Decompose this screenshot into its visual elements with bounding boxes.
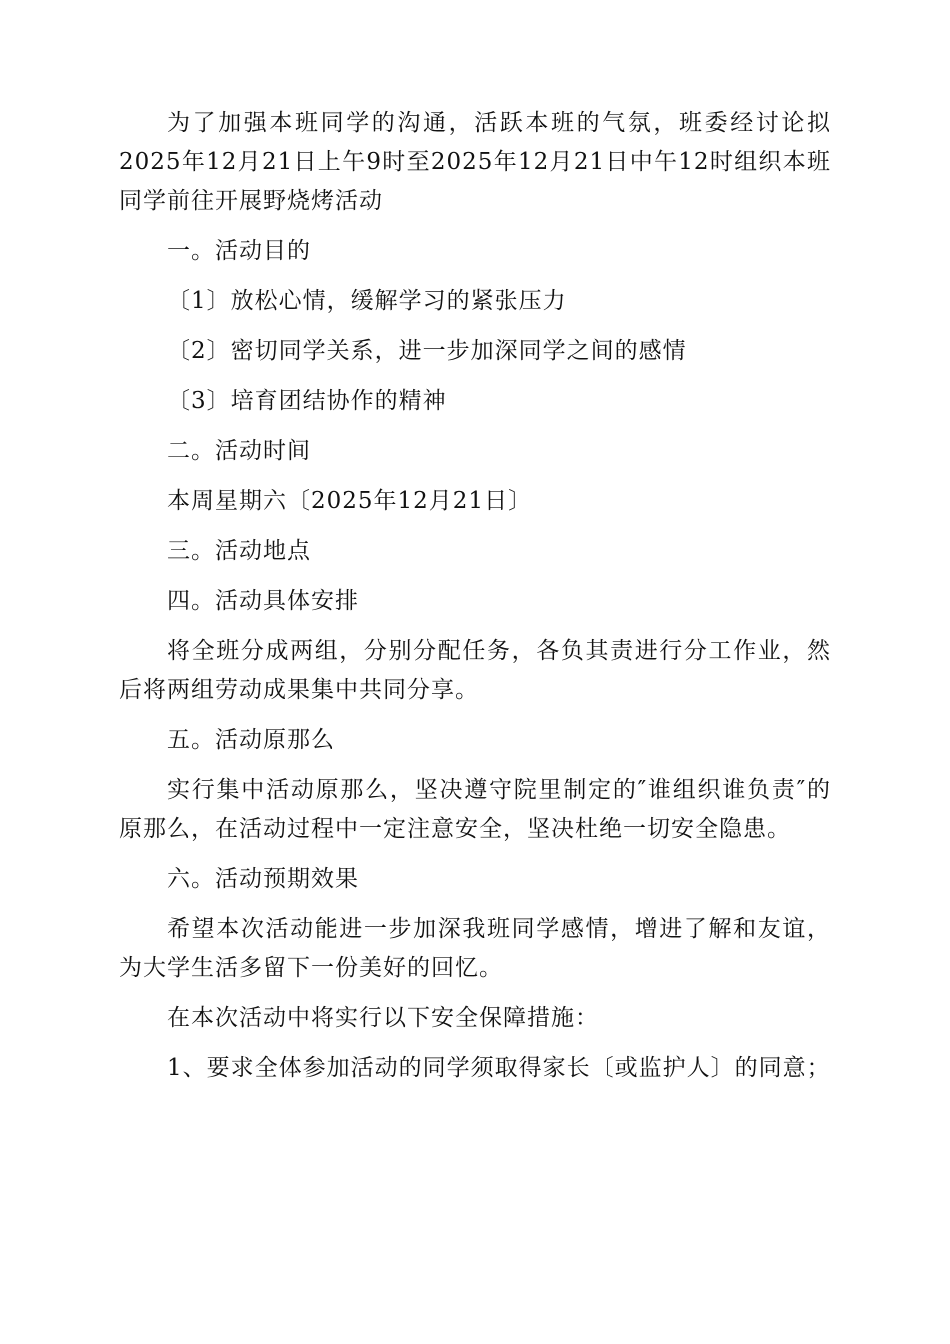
section-heading-expected-effect: 六。活动预期效果 xyxy=(167,866,359,892)
safety-item-1: 1、要求全体参加活动的同学须取得家长〔或监护人〕的同意； xyxy=(167,1055,831,1081)
time-detail: 本周星期六〔2025年12月21日〕 xyxy=(167,488,533,514)
principle-detail: 实行集中活动原那么，坚决遵守院里制定的″谁组织谁负责″的原那么，在活动过程中一定注意安全，坚决杜绝一切安全隐患。 xyxy=(119,777,831,842)
purpose-item-1: 〔1〕放松心情，缓解学习的紧张压力 xyxy=(167,288,567,314)
safety-intro: 在本次活动中将实行以下安全保障措施： xyxy=(167,1005,599,1031)
section-heading-location: 三。活动地点 xyxy=(167,538,311,564)
section-heading-principle: 五。活动原那么 xyxy=(167,727,335,753)
purpose-item-3: 〔3〕培育团结协作的精神 xyxy=(167,388,447,414)
expected-effect-detail: 希望本次活动能进一步加深我班同学感情，增进了解和友谊，为大学生活多留下一份美好的回忆。 xyxy=(119,916,831,981)
document-body xyxy=(119,104,831,1099)
intro-paragraph: 为了加强本班同学的沟通，活跃本班的气氛，班委经讨论拟2025年12月21日上午9时至2025年12月21日中午12时组织本班同学前往开展野烧烤活动 xyxy=(119,110,831,214)
section-heading-purpose: 一。活动目的 xyxy=(167,238,311,264)
arrangement-detail: 将全班分成两组，分别分配任务，各负其责进行分工作业，然后将两组劳动成果集中共同分享。 xyxy=(119,638,831,703)
section-heading-arrangement: 四。活动具体安排 xyxy=(167,588,359,614)
section-heading-time: 二。活动时间 xyxy=(167,438,311,464)
purpose-item-2: 〔2〕密切同学关系，进一步加深同学之间的感情 xyxy=(167,338,687,364)
